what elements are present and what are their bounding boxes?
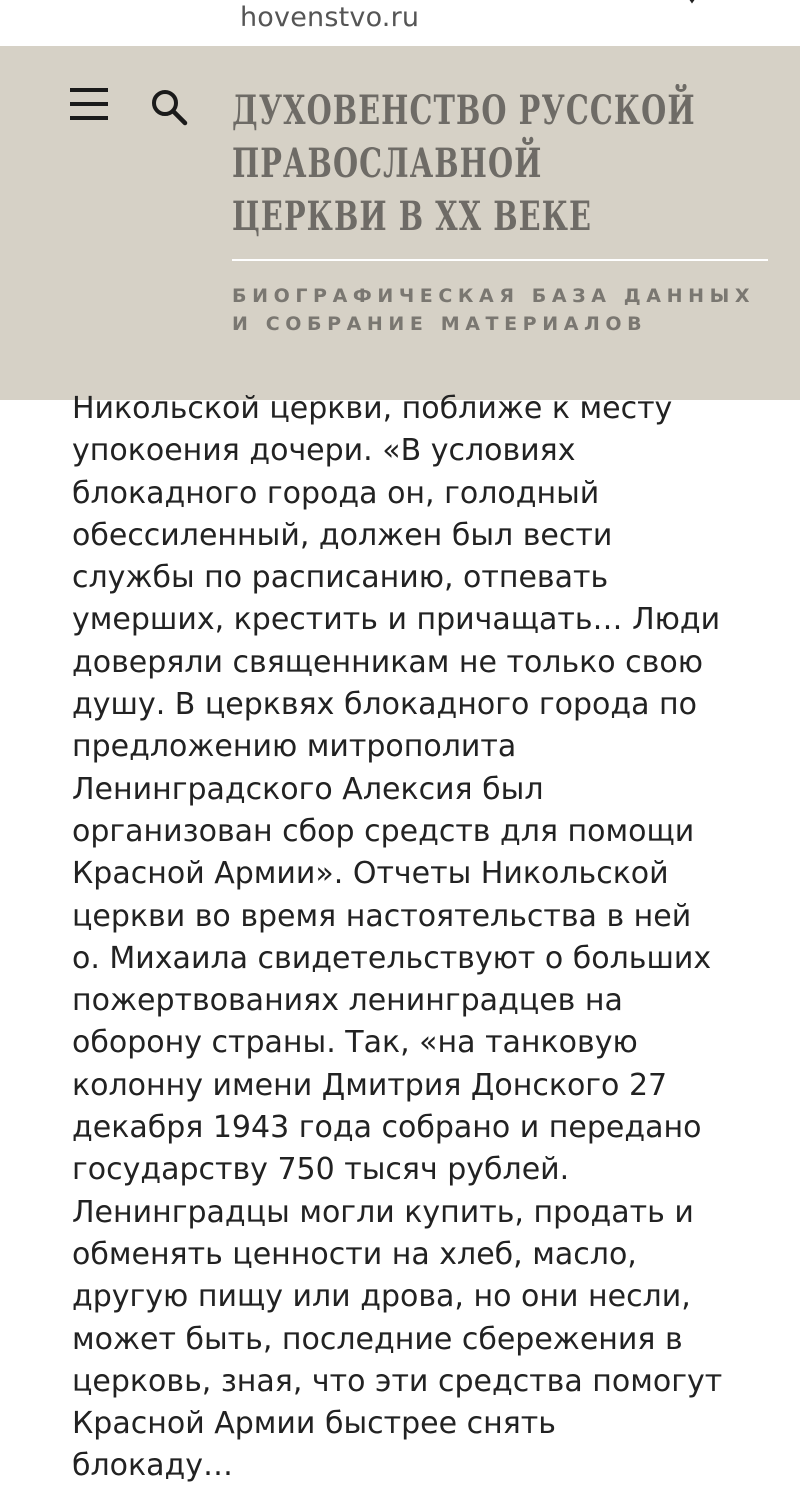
article-line: доверяли священникам не только свою	[72, 644, 703, 680]
search-icon[interactable]	[150, 88, 188, 126]
site-title[interactable]	[232, 84, 696, 243]
article-line: умерших, крестить и причащать… Люди	[72, 602, 721, 638]
browser-toolbar-icons	[620, 0, 750, 6]
article-line: другую пищу или дрова, но они несли,	[72, 1279, 691, 1315]
site-title-line-2: ПРАВОСЛАВНОЙ	[232, 140, 543, 187]
article-body	[72, 388, 772, 1488]
article-line: пожертвованиях ленинградцев на	[72, 983, 623, 1019]
article-line: упокоения дочери. «В условиях	[72, 433, 576, 469]
site-subtitle-line-1: БИОГРАФИЧЕСКАЯ БАЗА ДАННЫХ	[232, 285, 756, 307]
article-line: декабря 1943 года собрано и передано	[72, 1110, 702, 1146]
article-line: Ленинградцы могли купить, продать и	[72, 1194, 694, 1230]
article-line: блокаду…	[72, 1448, 234, 1484]
site-subtitle	[232, 282, 755, 338]
article-line: Красной Армии». Отчеты Никольской	[72, 856, 669, 892]
article-line: государству 750 тысяч рублей.	[72, 1152, 570, 1188]
article-line: организован сбор средств для помощи	[72, 813, 695, 849]
browser-url-bar[interactable]	[0, 0, 800, 46]
hamburger-menu-icon[interactable]	[70, 86, 108, 122]
article-line: может быть, последние сбережения в	[72, 1321, 683, 1357]
article-line: церкви во время настоятельства в ней	[72, 898, 692, 934]
article-line: Ленинградского Алексия был	[72, 771, 544, 807]
article-line: блокадного города он, голодный	[72, 475, 600, 511]
article-line: предложению митрополита	[72, 729, 517, 765]
article-line: обессиленный, должен был вести	[72, 517, 613, 553]
article-line: Красной Армии быстрее снять	[72, 1406, 556, 1442]
site-subtitle-line-2: И СОБРАНИЕ МАТЕРИАЛОВ	[232, 313, 648, 335]
site-header	[0, 46, 800, 400]
article-line: о. Михаила свидетельствуют о больших	[72, 940, 712, 976]
article-line: душу. В церквях блокадного города по	[72, 687, 697, 723]
article-line: обменять ценности на хлеб, масло,	[72, 1236, 637, 1272]
site-title-line-1: ДУХОВЕНСТВО РУССКОЙ	[232, 87, 696, 134]
article-line: церковь, зная, что эти средства помогут	[72, 1363, 723, 1399]
url-text[interactable]: hovenstvo.ru	[240, 2, 420, 33]
site-title-line-3: ЦЕРКВИ В XX ВЕКЕ	[232, 193, 593, 240]
article-line: Никольской церкви, поближе к месту	[72, 391, 673, 426]
header-divider	[232, 259, 768, 261]
article-line: оборону страны. Так, «на танковую	[72, 1025, 638, 1061]
article-line: службы по расписанию, отпевать	[72, 560, 609, 596]
article-line: колонну имени Дмитрия Донского 27	[72, 1067, 668, 1103]
